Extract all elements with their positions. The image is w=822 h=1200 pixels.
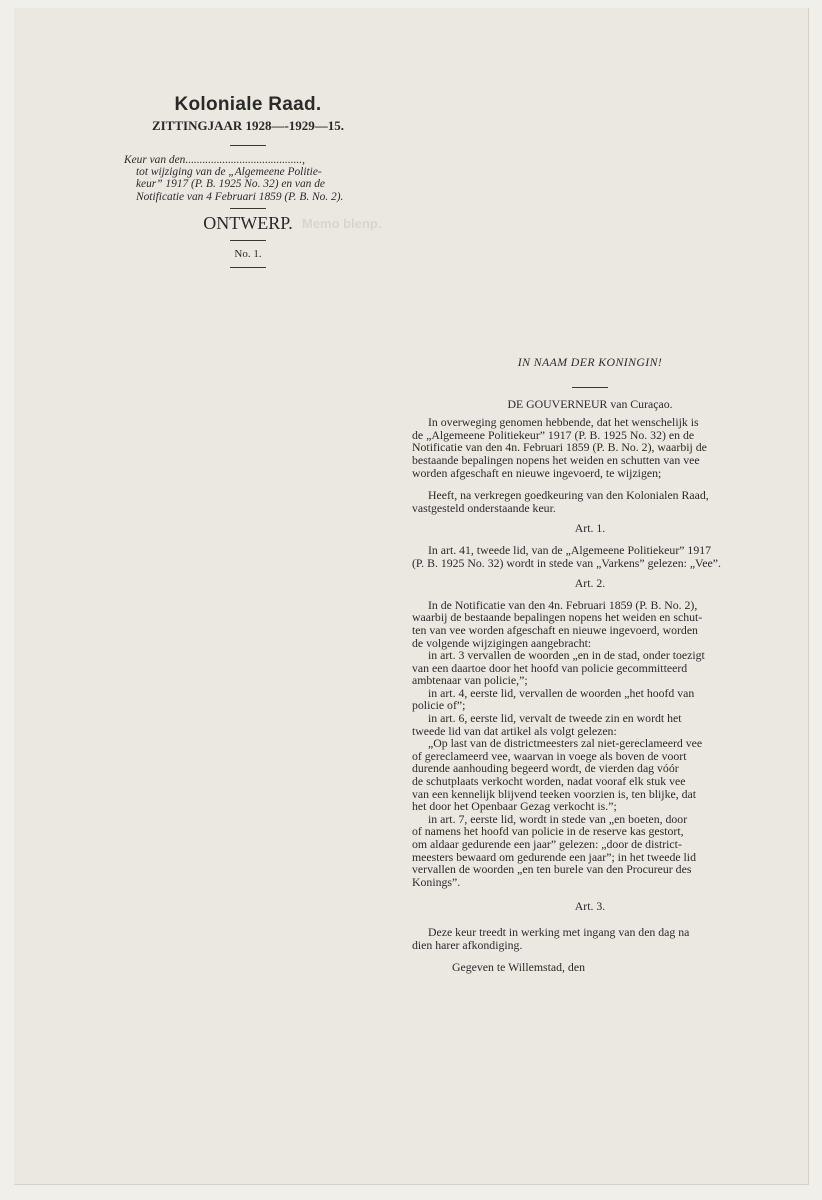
article-3-text xyxy=(412,926,768,951)
text-line: in art. 3 vervallen de woorden „en in de stad, onder toezigt xyxy=(428,648,705,663)
text-line: Heeft, na verkregen goedkeuring van den Kolonialen Raad, xyxy=(428,488,709,503)
divider xyxy=(230,145,266,146)
text-line: in art. 4, eerste lid, vervallen de woorden „het hoofd van xyxy=(428,685,695,700)
text-line: ambtenaar van policie,”; xyxy=(412,673,528,688)
text-line: In overweging genomen hebbende, dat het wenschelijk is xyxy=(428,415,699,430)
caption-line: keur” 1917 (P. B. 1925 No. 32) en van de xyxy=(136,178,325,191)
divider xyxy=(572,387,608,388)
text-line: in art. 7, eerste lid, wordt in stede van „en boeten, door xyxy=(428,811,688,826)
text-line: waarbij de bestaande bepalingen nopens het weiden en schut- xyxy=(412,610,703,625)
text-line: „Op last van de districtmeesters zal niet-gereclameerd vee xyxy=(428,736,703,751)
ordinance-body xyxy=(412,356,768,974)
draft-number: No. 1. xyxy=(234,247,262,260)
divider xyxy=(230,208,266,209)
text-line: of namens het hoofd van policie in de reserve kas gestort, xyxy=(412,824,684,839)
text-line: worden afgeschaft en nieuwe ingevoerd, te wijzigen; xyxy=(412,465,662,480)
invocation: IN NAAM DER KONINGIN! xyxy=(517,355,663,369)
article-2-title: Art. 2. xyxy=(574,576,606,591)
text-line: dien harer afkondiging. xyxy=(412,937,523,952)
text-line: in art. 6, eerste lid, vervalt de tweede zin en wordt het xyxy=(428,711,682,726)
divider xyxy=(230,240,266,241)
text-line: (P. B. 1925 No. 32) wordt in stede van „Varkens” gelezen: „Vee”. xyxy=(412,555,721,570)
bleed-through-text: Memo blenp. xyxy=(302,216,382,231)
text-line: het door het Openbaar Gezag verkocht is.”; xyxy=(412,799,617,814)
council-title: Koloniale Raad. xyxy=(174,94,322,115)
text-line: In de Notificatie van den 4n. Februari 1859 (P. B. No. 2), xyxy=(428,597,698,612)
text-line: tweede lid van dat artikel als volgt gelezen: xyxy=(412,723,617,738)
text-line: ten van vee worden afgeschaft en nieuwe ingevoerd, worden xyxy=(412,622,698,637)
caption-line: Notificatie van 4 Februari 1859 (P. B. No. 2). xyxy=(136,190,344,203)
text-line: bestaande bepalingen nopens het weiden en schutten van vee xyxy=(412,452,700,467)
governor-line: DE GOUVERNEUR van Curaçao. xyxy=(507,396,673,411)
text-line: durende aanhouding begeerd wordt, de vierden dag vóór xyxy=(412,761,679,776)
text-line: In art. 41, tweede lid, van de „Algemeene Politiekeur” 1917 xyxy=(428,542,712,557)
enactment-paragraph xyxy=(412,489,768,514)
article-3-title: Art. 3. xyxy=(574,899,606,914)
text-line: de schutplaats verkocht worden, nadat vooraf elk stuk vee xyxy=(412,774,686,789)
text-line: vastgesteld onderstaande keur. xyxy=(412,500,556,515)
caption-line: Keur van den........................................., xyxy=(124,154,305,166)
text-line: Deze keur treedt in werking met ingang van den dag na xyxy=(428,924,690,939)
caption-line: tot wijziging van de „Algemeene Politie- xyxy=(136,166,322,179)
session-year: ZITTINGJAAR 1928—-1929—15. xyxy=(151,118,345,133)
text-line: de volgende wijzigingen aangebracht: xyxy=(412,635,592,650)
article-2-text xyxy=(412,599,768,889)
article-1-title: Art. 1. xyxy=(574,521,606,536)
text-line: meesters bewaard om gedurende een jaar”; in het tweede lid xyxy=(412,849,696,864)
given-at-line: Gegeven te Willemstad, den xyxy=(452,960,585,975)
text-line: Notificatie van den 4n. Februari 1859 (P. B. No. 2), waarbij de xyxy=(412,440,707,455)
considering-paragraph xyxy=(412,416,768,479)
text-line: van een daartoe door het hoofd van policie gecommitteerd xyxy=(412,660,688,675)
document-header xyxy=(112,94,384,268)
draft-label: ONTWERP. xyxy=(203,212,293,233)
text-line: om aldaar gedurende een jaar” gelezen: „door de district- xyxy=(412,837,682,851)
text-line: de „Algemeene Politiekeur” 1917 (P. B. 1925 No. 32) en de xyxy=(412,427,695,442)
article-1-text xyxy=(412,544,768,569)
text-line: vervallen de woorden „en ten burele van den Procureur des xyxy=(412,862,692,877)
text-line: policie of”; xyxy=(412,698,466,713)
text-line: Konings”. xyxy=(412,874,461,889)
divider xyxy=(230,267,266,268)
text-line: of gereclameerd vee, waarvan in voege als boven de voort xyxy=(412,748,687,763)
ordinance-caption xyxy=(114,154,382,203)
text-line: van een kennelijk blijvend teeken voorzien is, ten blijke, dat xyxy=(412,786,697,801)
